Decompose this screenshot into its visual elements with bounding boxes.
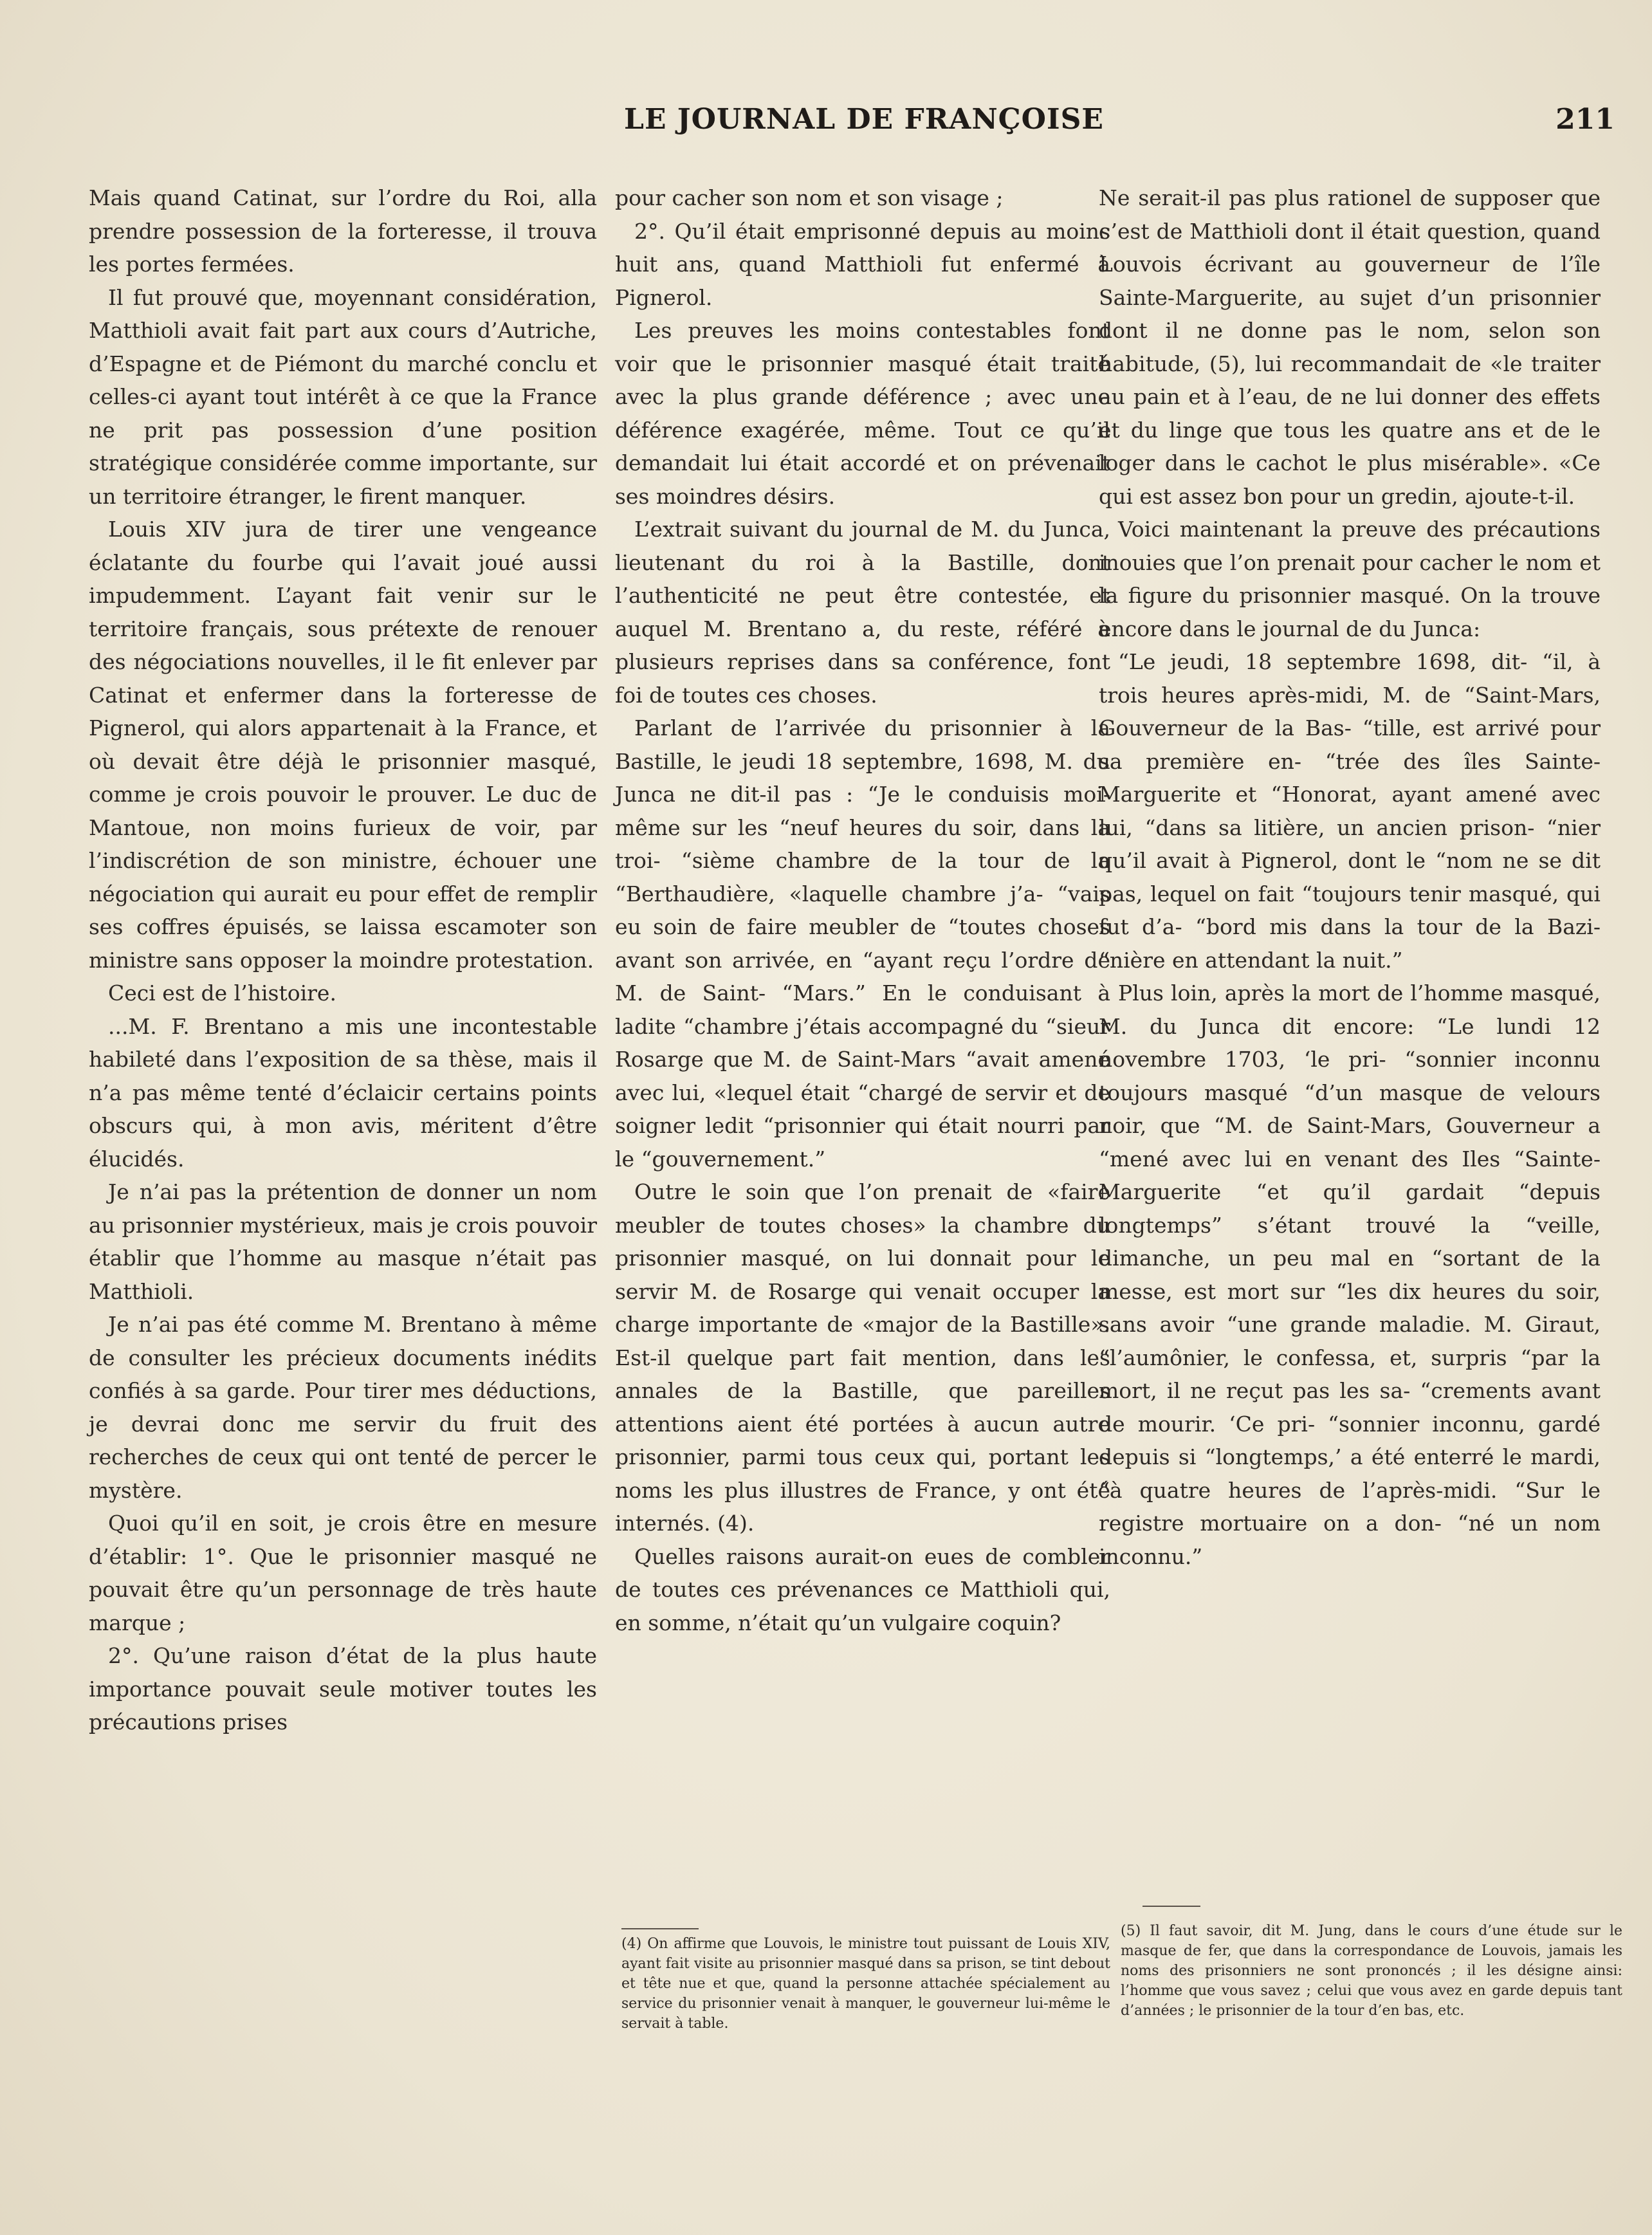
footnote-divider: [621, 1928, 699, 1929]
paragraph: Plus loin, après la mort de l’homme masqué, M. du Junca dit encore: “Le lundi 12 novembre 1703, ‘le pri- “sonnier inconnu toujours masqué “d’un masque de velours noir, que “M. de Saint-Mars, Gouverneur a “mené avec lui en venant des Iles “Sainte-Marguerite “et qu’il gardait “depuis longtemps” s’étant trouvé la “veille, dimanche, un peu mal en “sortant de la messe, est mort sur “les dix heures du soir, sans avoir “une grande maladie. M. Giraut, “l’aumônier, le confessa, et, surpris “par la mort, il ne reçut pas les sa- “crements avant de mourir. ‘Ce pri- “sonnier inconnu, gardé depuis si “longtemps,’ a été enterré le mardi, “à quatre heures de l’après-midi. “Sur le registre mortuaire on a don- “né un nom inconnu.”: [1099, 980, 1601, 1569]
paragraph: L’extrait suivant du journal de M. du Junca, lieutenant du roi à la Bastille, dont l’authenticité ne peut être contestée, et auquel M. Brentano a, du reste, référé à plusieurs reprises dans sa conférence, font foi de toutes ces choses.: [615, 517, 1110, 708]
paragraph: Les preuves les moins contestables font voir que le prisonnier masqué était traité avec la plus grande déférence ; avec une déférence exagérée, même. Tout ce qu’il demandait lui était accordé et on prévenait ses moindres désirs.: [615, 318, 1110, 509]
paragraph: Louis XIV jura de tirer une vengeance éclatante du fourbe qui l’avait joué aussi impudemment. L’ayant fait venir sur le territoire français, sous prétexte de renouer des négociations nouvelles, il le fit enlever par Catinat et enfermer dans la forteresse de Pignerol, qui alors appartenait à la France, et où devait être déjà le prisonnier masqué, comme je crois pouvoir le prouver. Le duc de Mantoue, non moins furieux de voir, par l’indiscrétion de son ministre, échouer une négociation qui aurait eu pour effet de remplir ses coffres épuisés, se laissa escamoter son ministre sans opposer la moindre protestation.: [89, 517, 597, 973]
paragraph: Ne serait-il pas plus rationel de supposer que c’est de Matthioli dont il était question, quand Louvois écrivant au gouverneur de l’île Sainte-Marguerite, au sujet d’un prisonnier dont il ne donne pas le nom, selon son habitude, (5), lui recommandait de «le traiter au pain et à l’eau, de ne lui donner des effets et du linge que tous les quatre ans et de le loger dans le cachot le plus misérable». «Ce qui est assez bon pour un gredin, ajoute-t-il.: [1099, 185, 1601, 509]
paragraph: ...M. F. Brentano a mis une incontestable habileté dans l’exposition de sa thèse, mais il n’a pas même tenté d’éclaicir certains points obscurs qui, à mon avis, méritent d’être élucidés.: [89, 1013, 597, 1172]
paragraph: 2°. Qu’une raison d’état de la plus haute importance pouvait seule motiver toutes les précautions prises: [89, 1643, 597, 1734]
page-number: 211: [1556, 103, 1615, 136]
journal-title: LE JOURNAL DE FRANÇOISE: [624, 103, 1104, 136]
footnote-5: (5) Il faut savoir, dit M. Jung, dans le cours d’une étude sur le masque de fer, que dans la correspondance de Louvois, jamais les noms des prisonniers ne sont prononcés ; il les désigne ainsi: l’homme que vous savez ; celui que vous avez en garde depuis tant d’années ; le prisonnier de la tour d’en bas, etc.: [1121, 1923, 1622, 2019]
text-column-1: [89, 181, 597, 1739]
page-header: [592, 103, 1615, 148]
paragraph: Quelles raisons aurait-on eues de combler de toutes ces prévenances ce Matthioli qui, en somme, n’était qu’un vulgaire coquin?: [615, 1543, 1110, 1635]
paragraph: Il fut prouvé que, moyennant considération, Matthioli avait fait part aux cours d’Autriche, d’Espagne et de Piémont du marché conclu et celles-ci ayant tout intérêt à ce que la France ne prit pas possession d’une position stratégique considérée comme importante, sur un territoire étranger, le firent manquer.: [89, 284, 597, 509]
paragraph: Je n’ai pas la prétention de donner un nom au prisonnier mystérieux, mais je crois pouvoir établir que l’homme au masque n’était pas Matthioli.: [89, 1179, 597, 1304]
paragraph: Ceci est de l’histoire.: [108, 980, 336, 1006]
paragraph: pour cacher son nom et son visage ;: [615, 185, 1004, 210]
paragraph: 2°. Qu’il était emprisonné depuis au moins huit ans, quand Matthioli fut enfermé à Pignerol.: [615, 218, 1110, 310]
text-column-2: [615, 181, 1110, 1639]
paragraph: Outre le soin que l’on prenait de «faire meubler de toutes choses» la chambre du prisonnier masqué, on lui donnait pour le servir M. de Rosarge qui venait occuper la charge importante de «major de la Bastille». Est-il quelque part fait mention, dans les annales de la Bastille, que pareilles attentions aient été portées à aucun autre prisonnier, parmi tous ceux qui, portant les noms les plus illustres de France, y ont été internés. (4).: [615, 1179, 1110, 1536]
paragraph: Parlant de l’arrivée du prisonnier à la Bastille, le jeudi 18 septembre, 1698, M. du Junca ne dit-il pas : “Je le conduisis moi-même sur les “neuf heures du soir, dans la troi- “sième chambre de la tour de la “Berthaudière, «laquelle chambre j’a- “vais eu soin de faire meubler de “toutes choses avant son arrivée, en “ayant reçu l’ordre de M. de Saint- “Mars.” En le conduisant à ladite “chambre j’étais accompagné du “sieur Rosarge que M. de Saint-Mars “avait amené avec lui, «lequel était “chargé de servir et de soigner ledit “prisonnier qui était nourri par le “gouvernement.”: [615, 715, 1110, 1172]
paragraph: Mais quand Catinat, sur l’ordre du Roi, alla prendre possession de la forteresse, il trouva les portes fermées.: [89, 185, 597, 277]
paragraph: “Le jeudi, 18 septembre 1698, dit- “il, à trois heures après-midi, M. de “Saint-Mars, Gouverneur de la Bas- “tille, est arrivé pour sa première en- “trée des îles Sainte-Marguerite et “Honorat, ayant amené avec lui, “dans sa litière, un ancien prison- “nier qu’il avait à Pignerol, dont le “nom ne se dit pas, lequel on fait “toujours tenir masqué, qui fut d’a- “bord mis dans la tour de la Bazi- “nière en attendant la nuit.”: [1099, 649, 1601, 973]
footnote-4: (4) On affirme que Louvois, le ministre tout puissant de Louis XIV, ayant fait visite au prisonnier masqué dans sa prison, se tint debout et tête nue et que, quand la personne attachée spécialement au service du prisonnier venait à manquer, le gouverneur lui-même le servait à table.: [621, 1936, 1110, 2032]
paragraph: Je n’ai pas été comme M. Brentano à même de consulter les précieux documents inédits confiés à sa garde. Pour tirer mes déductions, je devrai donc me servir du fruit des recherches de ceux qui ont tenté de percer le mystère.: [89, 1312, 597, 1503]
paragraph: Voici maintenant la preuve des précautions inouies que l’on prenait pour cacher le nom et la figure du prisonnier masqué. On la trouve encore dans le journal de du Junca:: [1099, 517, 1601, 641]
text-column-3: [1099, 181, 1601, 1573]
footnote-divider: [1143, 1906, 1200, 1907]
paragraph: Quoi qu’il en soit, je crois être en mesure d’établir: 1°. Que le prisonnier masqué ne pouvait être qu’un personnage de très haute marque ;: [89, 1511, 597, 1635]
